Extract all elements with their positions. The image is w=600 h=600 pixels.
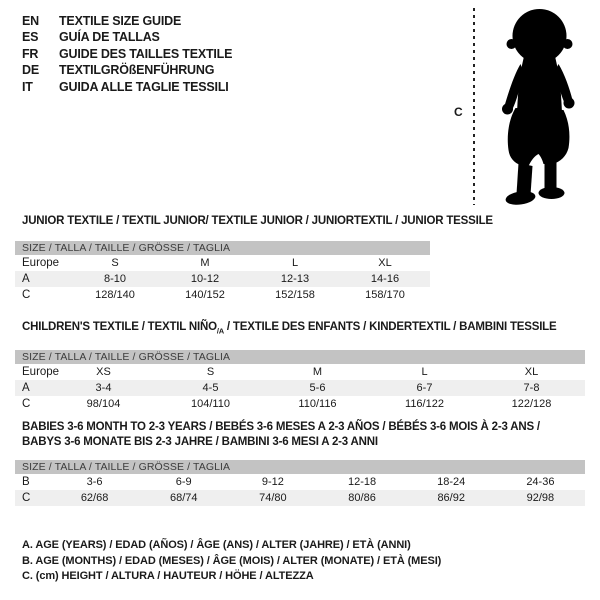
value-cell: 128/140 <box>95 289 135 301</box>
value-cell: 3-4 <box>95 382 112 395</box>
size-table <box>15 364 585 412</box>
size-table-wrap <box>15 350 585 412</box>
size-table-wrap <box>15 241 430 303</box>
column-header-cell: Europe <box>22 366 60 379</box>
value-cell: 80/86 <box>348 492 376 504</box>
value-cell: 122/128 <box>511 398 552 411</box>
value-cell: 6-9 <box>175 476 192 488</box>
value-cell: 8-10 <box>103 273 127 285</box>
subscript-text: /A <box>216 326 224 336</box>
table-row <box>15 271 430 287</box>
row-label-cell: A <box>22 382 30 395</box>
language-title: GUIDE DES TAILLES TEXTILE <box>59 46 233 61</box>
row-label-cell: C <box>22 289 31 301</box>
size-table-wrap <box>15 460 585 506</box>
value-cell: 62/68 <box>80 492 109 504</box>
value-cell: 86/92 <box>437 492 465 504</box>
value-cell: 24-36 <box>526 476 555 488</box>
row-label-cell: C <box>22 492 31 504</box>
value-cell: 7-8 <box>523 382 540 395</box>
section-title: CHILDREN'S TEXTILE / TEXTIL $NIÑO_{/A}$ / TEXTILE DES ENFANTS / KINDERTEXTIL / BAMBINI TESSILE <box>22 321 557 336</box>
value-cell: 18-24 <box>437 476 466 488</box>
language-code: FR <box>22 46 39 61</box>
language-code: IT <box>22 79 33 94</box>
value-cell: 98/104 <box>86 398 121 411</box>
height-measure-label: C <box>454 105 463 119</box>
value-cell: 92/98 <box>526 492 555 504</box>
value-cell: 14-16 <box>370 273 400 285</box>
column-header-cell: XL <box>524 366 539 379</box>
column-header-cell: XS <box>96 366 111 379</box>
footnote-line: A. AGE (YEARS) / EDAD (AÑOS) / ÂGE (ANS) / ALTER (JAHRE) / ETÀ (ANNI) <box>22 539 411 551</box>
size-header-bar: SIZE / TALLA / TAILLE / GRÖSSE / TAGLIA <box>15 460 585 474</box>
value-cell: 68/74 <box>169 492 198 504</box>
value-cell: 9-12 <box>261 476 284 488</box>
language-title: TEXTILGRÖßENFÜHRUNG <box>59 63 215 78</box>
row-label-cell: A <box>22 273 30 285</box>
column-header-cell: XL <box>378 257 392 269</box>
column-header-cell: L <box>421 366 428 379</box>
size-table <box>15 474 585 506</box>
column-header-cell: L <box>291 257 299 269</box>
row-label-cell: B <box>22 476 30 488</box>
row-label-cell: C <box>22 398 31 411</box>
language-code: ES <box>22 30 39 45</box>
value-cell: 158/170 <box>365 289 405 301</box>
table-row <box>15 396 585 412</box>
language-title: TEXTILE SIZE GUIDE <box>59 14 182 28</box>
value-cell: 12-13 <box>280 273 310 285</box>
table-row <box>15 474 585 490</box>
value-cell: 74/80 <box>259 492 287 504</box>
column-header-cell: S <box>206 366 215 379</box>
height-measure-dashed-line <box>473 8 475 205</box>
size-guide-section <box>15 214 493 303</box>
column-header-cell: Europe <box>22 257 60 269</box>
value-cell: 12-18 <box>347 476 377 488</box>
value-cell: 152/158 <box>275 289 315 301</box>
column-header-cell: S <box>111 257 119 269</box>
value-cell: 6-7 <box>416 382 433 395</box>
section-title: BABYS 3-6 MONATE BIS 2-3 JAHRE / BAMBINI 3-6 MESI A 2-3 ANNI <box>22 436 378 448</box>
footnotes <box>22 538 441 585</box>
value-cell: 104/110 <box>191 398 230 411</box>
value-cell: 110/116 <box>298 398 337 411</box>
section-title: JUNIOR TEXTILE / TEXTIL JUNIOR/ TEXTILE JUNIOR / JUNIORTEXTIL / JUNIOR TESSILE <box>22 215 493 227</box>
size-header-bar: SIZE / TALLA / TAILLE / GRÖSSE / TAGLIA <box>15 241 430 255</box>
size-header-bar: SIZE / TALLA / TAILLE / GRÖSSE / TAGLIA <box>15 350 585 364</box>
footnote-line: C. (cm) HEIGHT / ALTURA / HAUTEUR / HÖHE / ALTEZZA <box>22 570 314 582</box>
language-title: GUIDA ALLE TAGLIE TESSILI <box>59 79 229 94</box>
table-row <box>15 287 430 303</box>
size-guide-section <box>15 420 585 506</box>
size-guide-section <box>15 320 585 412</box>
table-row <box>15 380 585 396</box>
table-row <box>15 490 585 506</box>
language-title: GUÍA DE TALLAS <box>59 30 160 45</box>
language-code: DE <box>22 63 39 78</box>
figure-area <box>0 0 600 215</box>
size-table <box>15 255 430 303</box>
value-cell: 10-12 <box>190 273 220 285</box>
baby-silhouette-icon <box>481 8 598 207</box>
column-header-row <box>15 364 585 380</box>
value-cell: 3-6 <box>86 476 103 488</box>
column-header-row <box>15 255 430 271</box>
section-title: BABIES 3-6 MONTH TO 2-3 YEARS / BEBÉS 3-6 MESES A 2-3 AÑOS / BÉBÉS 3-6 MOIS À 2-3 ANS / <box>22 421 540 433</box>
footnote-line: B. AGE (MONTHS) / EDAD (MESES) / ÂGE (MOIS) / ALTER (MONATE) / ETÀ (MESI) <box>22 554 442 567</box>
value-cell: 5-6 <box>309 382 326 395</box>
value-cell: 140/152 <box>185 289 225 301</box>
column-header-cell: M <box>312 366 323 379</box>
column-header-cell: M <box>200 257 210 269</box>
language-code: EN <box>22 14 39 28</box>
value-cell: 116/122 <box>405 398 444 411</box>
value-cell: 4-5 <box>202 382 219 395</box>
